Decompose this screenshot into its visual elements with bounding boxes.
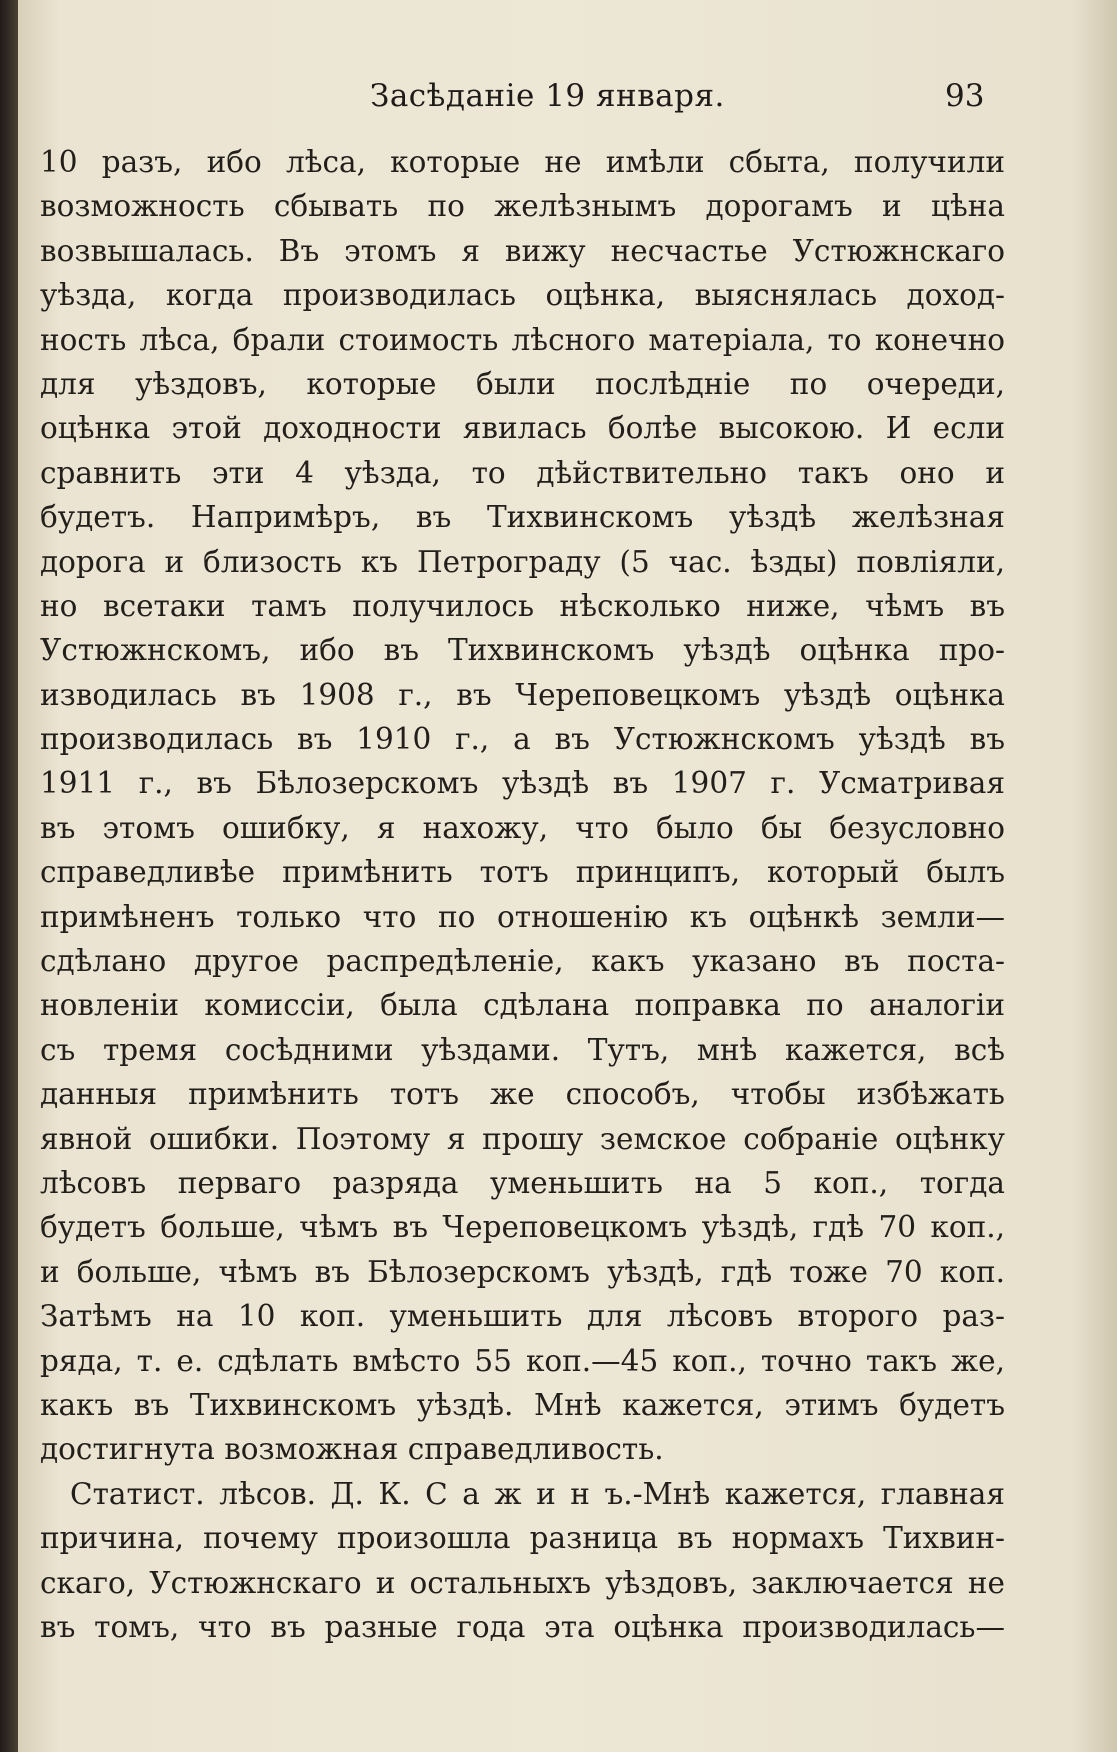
text-line: сравнить эти 4 уѣзда, то дѣйствительно такъ оно и <box>40 455 1005 490</box>
page-number: 93 <box>945 78 985 114</box>
text-line: 1911 г., въ Бѣлозерскомъ уѣздѣ въ 1907 г. Усматривая <box>40 766 1005 801</box>
text-line: для уѣздовъ, которые были послѣдніе по очереди, <box>40 366 1005 401</box>
text-line: съ тремя сосѣдними уѣздами. Тутъ, мнѣ кажется, всѣ <box>40 1032 1005 1067</box>
text-line: Устюжнскомъ, ибо въ Тихвинскомъ уѣздѣ оцѣнка про- <box>40 633 1005 668</box>
text-line: оцѣнка этой доходности явилась болѣе высокою. И если <box>40 411 1005 446</box>
paragraph-1 <box>40 140 1005 1472</box>
text-line: будетъ больше, чѣмъ въ Череповецкомъ уѣздѣ, гдѣ 70 коп., <box>40 1210 1005 1245</box>
text-line: производилась въ 1910 г., а въ Устюжнскомъ уѣздѣ въ <box>40 722 1005 757</box>
text-line: причина, почему произошла разница въ нормахъ Тихвин- <box>40 1521 1005 1556</box>
text-line: 10 разъ, ибо лѣса, которые не имѣли сбыта, получили <box>40 145 1005 179</box>
text-line: данныя примѣнить тотъ же способъ, чтобы избѣжать <box>40 1077 1005 1112</box>
text-line: изводилась въ 1908 г., въ Череповецкомъ уѣздѣ оцѣнка <box>40 677 1005 712</box>
text-line: въ этомъ ошибку, я нахожу, что было бы безусловно <box>40 810 1005 845</box>
text-line: новленіи комиссіи, была сдѣлана поправка по аналогіи <box>40 988 1005 1023</box>
text-line: сдѣлано другое распредѣленіе, какъ указано въ поста- <box>40 944 1005 979</box>
text-line: но всетаки тамъ получилось нѣсколько ниже, чѣмъ въ <box>40 588 1005 623</box>
text-line: лѣсовъ перваго разряда уменьшить на 5 коп., тогда <box>40 1165 1005 1200</box>
running-title: Засѣданіе 19 января. <box>370 78 725 114</box>
text-line: явной ошибки. Поэтому я прошу земское собраніе оцѣнку <box>40 1121 1005 1156</box>
text-line: скаго, Устюжнскаго и остальныхъ уѣздовъ, заключается не <box>40 1565 1005 1600</box>
speaker-line: Статист. лѣсов. Д. К. С а ж и н ъ.-Мнѣ кажется, главная <box>70 1476 1005 1511</box>
book-binding-edge <box>0 0 18 1752</box>
text-line: и больше, чѣмъ въ Бѣлозерскомъ уѣздѣ, гдѣ тоже 70 коп. <box>40 1254 1005 1289</box>
text-line: ность лѣса, брали стоимость лѣсного матеріала, то конечно <box>40 322 1005 357</box>
text-line: справедливѣе примѣнить тотъ принципъ, который былъ <box>40 855 1005 890</box>
text-line: какъ въ Тихвинскомъ уѣздѣ. Мнѣ кажется, этимъ будетъ <box>40 1387 1005 1422</box>
text-line: Затѣмъ на 10 коп. уменьшить для лѣсовъ второго раз- <box>40 1299 1005 1334</box>
text-line: будетъ. Напримѣръ, въ Тихвинскомъ уѣздѣ желѣзная <box>40 500 1005 535</box>
body-text <box>40 140 1005 1649</box>
text-line: примѣненъ только что по отношенію къ оцѣнкѣ земли— <box>40 899 1005 934</box>
text-line: уѣзда, когда производилась оцѣнка, выяснялась доход- <box>40 278 1005 313</box>
text-line: возможность сбывать по желѣзнымъ дорогамъ и цѣна <box>40 189 1005 224</box>
page-header <box>40 72 1060 122</box>
text-line: въ томъ, что въ разные года эта оцѣнка производилась— <box>40 1609 1005 1644</box>
text-line: возвышалась. Въ этомъ я вижу несчастье Устюжнскаго <box>40 233 1005 268</box>
paragraph-2 <box>40 1472 1005 1650</box>
text-line: достигнута возможная справедливость. <box>40 1432 664 1467</box>
text-line: дорога и близость къ Петрограду (5 час. ѣзды) повліяли, <box>40 544 1005 579</box>
text-line: ряда, т. е. сдѣлать вмѣсто 55 коп.—45 коп., точно такъ же, <box>40 1343 1005 1378</box>
